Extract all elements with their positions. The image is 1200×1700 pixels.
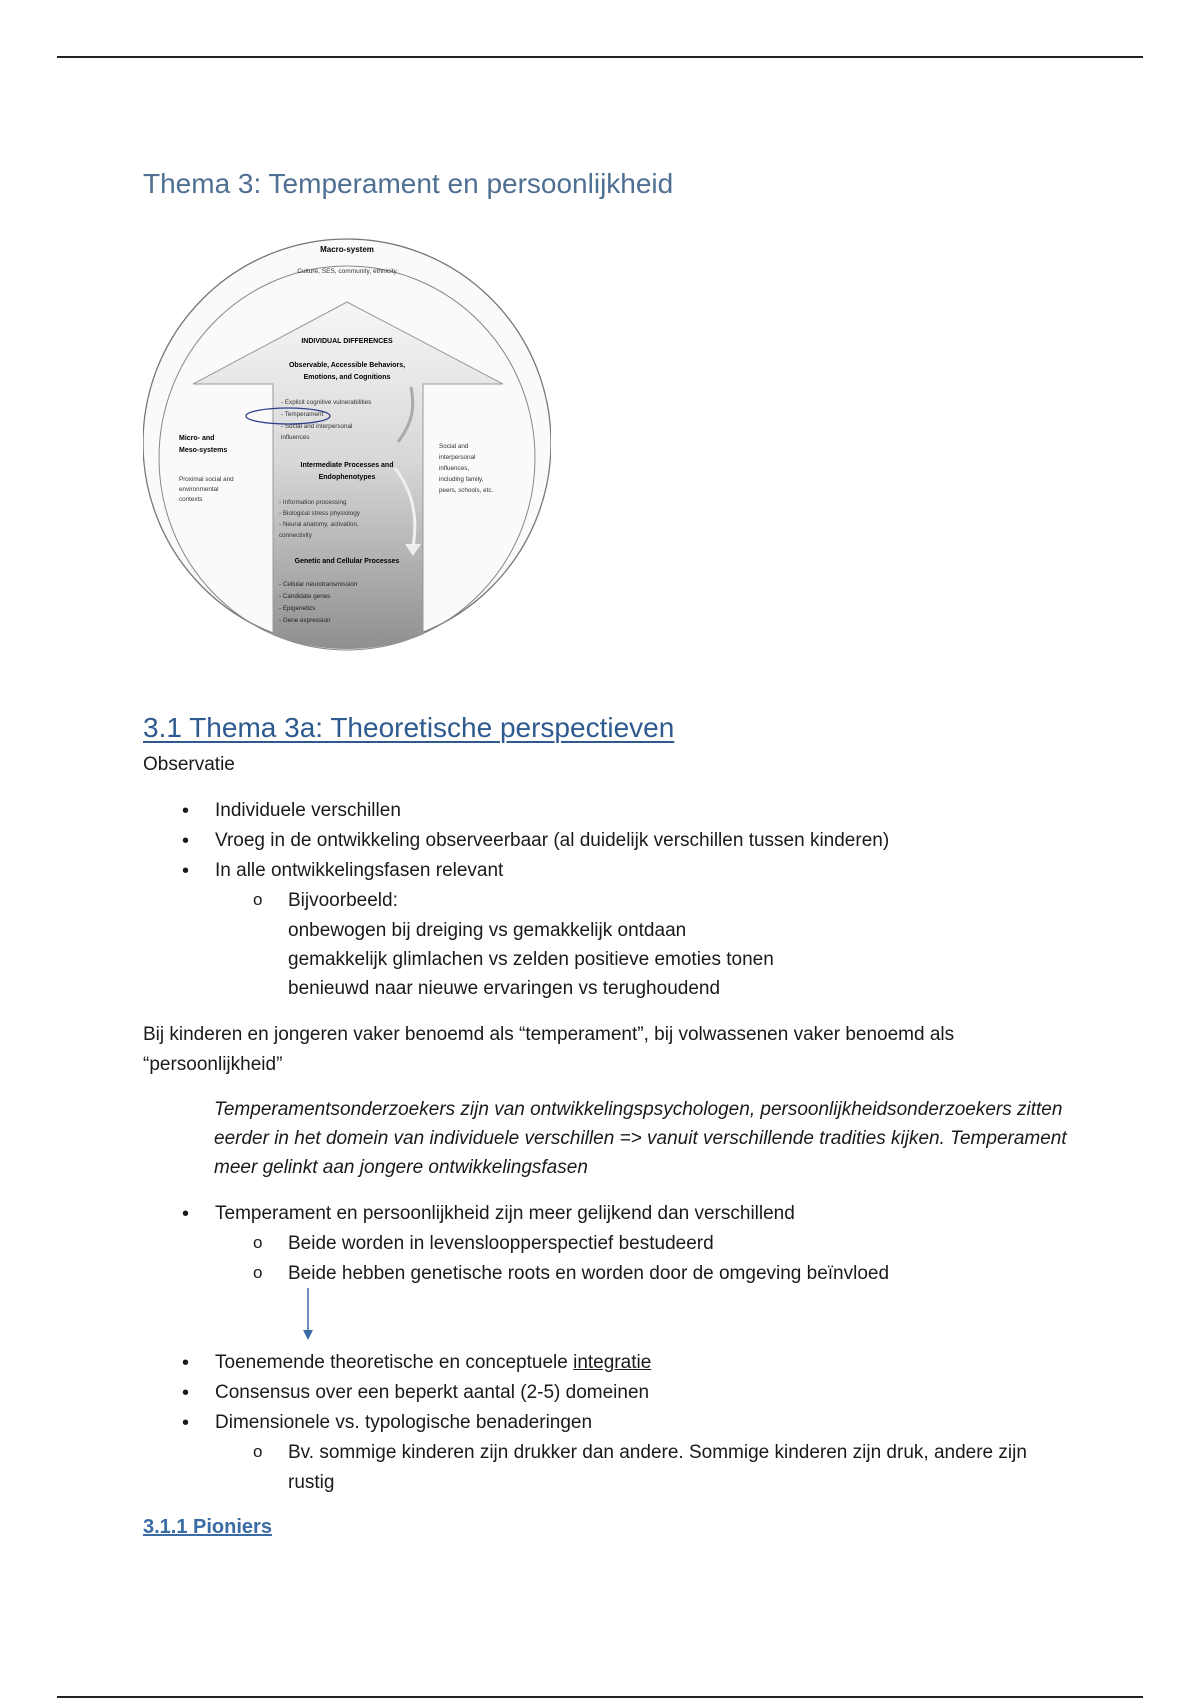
inter-item-3: connectivity (279, 532, 312, 539)
observatie-label: Observatie (143, 754, 235, 775)
integratie-underlined: integratie (573, 1352, 652, 1373)
bullet-list-1 (0, 796, 889, 886)
micro-title-1: Micro- and (179, 435, 215, 442)
right-sub-4: peers, schools, etc. (439, 487, 494, 494)
inter-item-0: - Information processing (279, 499, 347, 506)
section-heading: 3.1 Thema 3a: Theoretische perspectieven (143, 712, 675, 743)
list-item (0, 1348, 651, 1378)
sub-item: o Beide worden in levensloopperspectief bestudeerd (0, 1229, 889, 1259)
example-item: gemakkelijk glimlachen vs zelden positieve emoties tonen (288, 949, 774, 970)
macro-title: Macro-system (320, 245, 374, 254)
page-title: Thema 3: Temperament en persoonlijkheid (143, 168, 674, 199)
bullet-list-2 (0, 1199, 795, 1229)
genetic-title: Genetic and Cellular Processes (294, 558, 400, 565)
micro-title-2: Meso-systems (179, 447, 228, 454)
genetic-item-2: - Epigenetics (279, 605, 316, 612)
list-item: • Temperament en persoonlijkheid zijn meer gelijkend dan verschillend (0, 1199, 795, 1229)
genetic-item-0: - Cellular neurotransmission (279, 581, 358, 588)
obs-item-3: influences (281, 434, 310, 441)
observable-2: Emotions, and Cognitions (303, 374, 391, 381)
down-arrow-icon (300, 1288, 316, 1342)
example-item: onbewogen bij dreiging vs gemakkelijk ontdaan (288, 920, 687, 941)
sub-item: o Beide hebben genetische roots en worden door de omgeving beïnvloed (0, 1259, 889, 1289)
example-item: benieuwd naar nieuwe ervaringen vs terughoudend (288, 978, 721, 999)
list-item: • Vroeg in de ontwikkeling observeerbaar (al duidelijk verschillen tussen kinderen) (0, 826, 889, 856)
inter-item-2: - Neural anatomy, activation, (279, 521, 359, 528)
ecological-model-figure (143, 232, 551, 654)
macro-sub: Culture, SES, community, ethnicity (297, 268, 397, 275)
intermediate-2: Endophenotypes (318, 474, 376, 481)
center-title: INDIVIDUAL DIFFERENCES (301, 338, 393, 345)
header-rule (57, 56, 1143, 58)
right-sub-2: influences, (439, 465, 470, 472)
obs-item-0: - Explicit cognitive vulnerabilities (281, 399, 372, 406)
sub-list-2 (0, 1229, 889, 1289)
list-item: • Individuele verschillen (0, 796, 889, 826)
subsection-heading: 3.1.1 Pioniers (143, 1516, 272, 1538)
sub-item: o Bv. sommige kinderen zijn drukker dan andere. Sommige kinderen zijn druk, andere zijn rustig (0, 1438, 1060, 1498)
list-item: • Consensus over een beperkt aantal (2-5) domeinen (0, 1378, 651, 1408)
example-label: o Bijvoorbeeld: (0, 886, 774, 916)
obs-item-1: - Temperament (281, 411, 324, 418)
micro-sub-0: Proximal social and (179, 476, 234, 483)
bullet-list-3 (0, 1348, 651, 1438)
sub-list-3 (0, 1438, 1060, 1498)
right-sub-0: Social and (439, 443, 469, 450)
inter-item-1: - Biological stress physiology (279, 510, 360, 517)
footer-rule (57, 1696, 1143, 1698)
right-sub-1: interpersonal (439, 454, 476, 461)
list-item: • In alle ontwikkelingsfasen relevant (0, 856, 889, 886)
example-block (0, 886, 774, 1003)
micro-sub-1: environmental (179, 486, 219, 493)
micro-sub-2: contexts (179, 496, 203, 503)
list-item: • Dimensionele vs. typologische benaderingen (0, 1408, 651, 1438)
right-sub-3: including family, (439, 476, 484, 483)
italic-note: Temperamentsonderzoekers zijn van ontwikkelingspsychologen, persoonlijkheidsonderzoekers zitten eerder in het domein van individuele verschillen => vanuit verschillende tradities kijken. Temperament meer gelinkt aan jongere ontwikkelingsfasen (214, 1099, 1067, 1178)
paragraph-temperament: Bij kinderen en jongeren vaker benoemd als “temperament”, bij volwassenen vaker benoemd als “persoonlijkheid” (143, 1024, 955, 1075)
integratie-prefix: Toenemende theoretische en conceptuele (215, 1352, 574, 1373)
genetic-item-3: - Gene expression (279, 617, 331, 624)
intermediate-1: Intermediate Processes and (300, 462, 394, 469)
genetic-item-1: - Candidate genes (279, 593, 331, 600)
observable-1: Observable, Accessible Behaviors, (288, 362, 406, 369)
obs-item-2: - Social and interpersonal (281, 423, 353, 430)
